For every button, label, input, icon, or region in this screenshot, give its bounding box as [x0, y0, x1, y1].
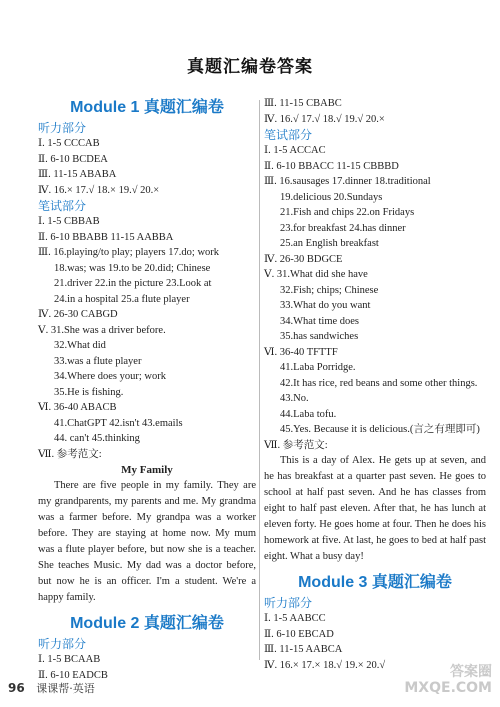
answer-line: 43.No.	[280, 393, 309, 404]
answer-line: Ⅳ. 16.× 17.× 18.√ 19.× 20.√	[264, 659, 386, 671]
answer-line: Ⅳ. 26-30 CABGD	[38, 309, 118, 320]
column-divider	[259, 100, 260, 660]
module3-heading: Module 3 真题汇编卷	[298, 574, 452, 591]
answer-line: 35.He is fishing.	[54, 386, 124, 398]
page-footer	[8, 680, 95, 696]
answer-line: Ⅰ. 1-5 AABCC	[264, 613, 326, 624]
left-column	[38, 96, 256, 683]
answer-line: Ⅳ. 16.√ 17.√ 18.√ 19.√ 20.×	[264, 113, 385, 125]
answer-line: 44.Laba tofu.	[280, 408, 337, 420]
watermark-logo	[404, 664, 492, 696]
answer-line: 41.Laba Porridge.	[280, 362, 356, 373]
answer-line: Ⅲ. 16.playing/to play; players 17.do; work	[38, 247, 220, 258]
answer-line: Ⅵ. 36-40 TFTTF	[264, 346, 338, 358]
answer-line: 33.was a flute player	[54, 355, 142, 367]
answer-line: 24.in a hospital 25.a flute player	[54, 293, 190, 305]
answer-line: Ⅳ. 16.× 17.√ 18.× 19.√ 20.×	[38, 184, 160, 196]
listening-heading: 听力部分	[38, 121, 87, 135]
answer-line: 41.ChatGPT 42.isn't 43.emails	[54, 417, 183, 429]
answer-line: 44. can't 45.thinking	[54, 433, 140, 444]
essay-title: My Family	[121, 464, 173, 476]
answer-line: 18.was; was 19.to be 20.did; Chinese	[54, 262, 211, 274]
answer-line: 19.delicious 20.Sundays	[280, 191, 383, 203]
written-heading: 笔试部分	[38, 199, 87, 213]
answer-line: 34.What time does	[280, 315, 360, 327]
answer-line: 21.driver 22.in the picture 23.Look at	[54, 278, 212, 289]
answer-line: Ⅳ. 26-30 BDGCE	[264, 253, 343, 265]
listening-heading: 听力部分	[264, 596, 313, 610]
module1-heading: Module 1 真题汇编卷	[70, 99, 224, 116]
answer-line: 34.Where does your; work	[54, 371, 166, 382]
answer-line: 32.Fish; chips; Chinese	[280, 284, 379, 296]
answer-line: 42.It has rice, red beans and some other things.	[280, 377, 478, 389]
answer-line: Ⅴ. 31.She was a driver before.	[38, 324, 166, 336]
answer-line: Ⅲ. 11-15 ABABA	[38, 169, 117, 180]
answer-line: Ⅵ. 36-40 ABACB	[38, 402, 117, 413]
answer-line: Ⅲ. 11-15 AABCA	[264, 644, 343, 655]
answer-line: Ⅰ. 1-5 CCCAB	[38, 138, 100, 149]
answer-line: 33.What do you want	[280, 300, 371, 311]
answer-line: Ⅰ. 1-5 BCAAB	[38, 654, 101, 665]
answer-line: Ⅱ. 6-10 BBABB 11-15 AABBA	[38, 231, 174, 243]
answer-line: Ⅱ. 6-10 EADCB	[38, 669, 108, 681]
answer-line: Ⅰ. 1-5 ACCAC	[264, 145, 326, 156]
answer-line: 21.Fish and chips 22.on Fridays	[280, 207, 415, 218]
answer-line: Ⅶ. 参考范文:	[38, 448, 102, 460]
sample-essay: This is a day of Alex. He gets up at seven, and he has breakfast at a quarter past seven. He goes to school at half past seven. And he has classes from eight to half past eleven. After that, he has lunch at eleven forty. He goes home at four. Then he does his homework at five. At last, he goes to bed at half past eight. What a busy day!	[264, 455, 486, 562]
watermark-text: 答案圈	[450, 664, 492, 680]
page-title: 真题汇编卷答案	[187, 57, 313, 77]
answer-line: 32.What did	[54, 340, 106, 351]
answer-line: Ⅱ. 6-10 BCDEA	[38, 153, 108, 165]
answer-line: 23.for breakfast 24.has dinner	[280, 222, 406, 234]
answer-line: Ⅰ. 1-5 CBBAB	[38, 216, 100, 227]
answer-line: 45.Yes. Because it is delicious.(言之有理即可)	[280, 424, 480, 435]
listening-heading: 听力部分	[38, 637, 87, 651]
right-column	[264, 96, 486, 673]
book-name: 课课帮·英语	[36, 682, 95, 695]
answer-line: Ⅲ. 11-15 CBABC	[264, 98, 342, 109]
watermark-url: MXQE.COM	[404, 680, 492, 696]
answer-line: Ⅴ. 31.What did she have	[264, 269, 368, 280]
answer-line: 35.has sandwiches	[280, 331, 359, 342]
answer-line: Ⅶ. 参考范文:	[264, 439, 328, 451]
answer-line: 25.an English breakfast	[280, 238, 379, 249]
written-heading: 笔试部分	[264, 128, 313, 142]
page-number: 96	[8, 681, 25, 695]
answer-line: Ⅱ. 6-10 EBCAD	[264, 628, 334, 640]
answer-line: Ⅱ. 6-10 BBACC 11-15 CBBBD	[264, 160, 399, 172]
sample-essay: There are five people in my family. They are my grandparents, my parents and me. My grandma was a farmer before. My grandpa was a worker before. They are staying at home now. My mum was a flute player before, but now she is a teacher. She teaches Music. My dad was a doctor before, but now he is an officer. I'm a student. We're a happy family.	[38, 480, 256, 603]
answer-line: Ⅲ. 16.sausages 17.dinner 18.traditional	[264, 176, 431, 187]
module2-heading: Module 2 真题汇编卷	[70, 615, 224, 632]
